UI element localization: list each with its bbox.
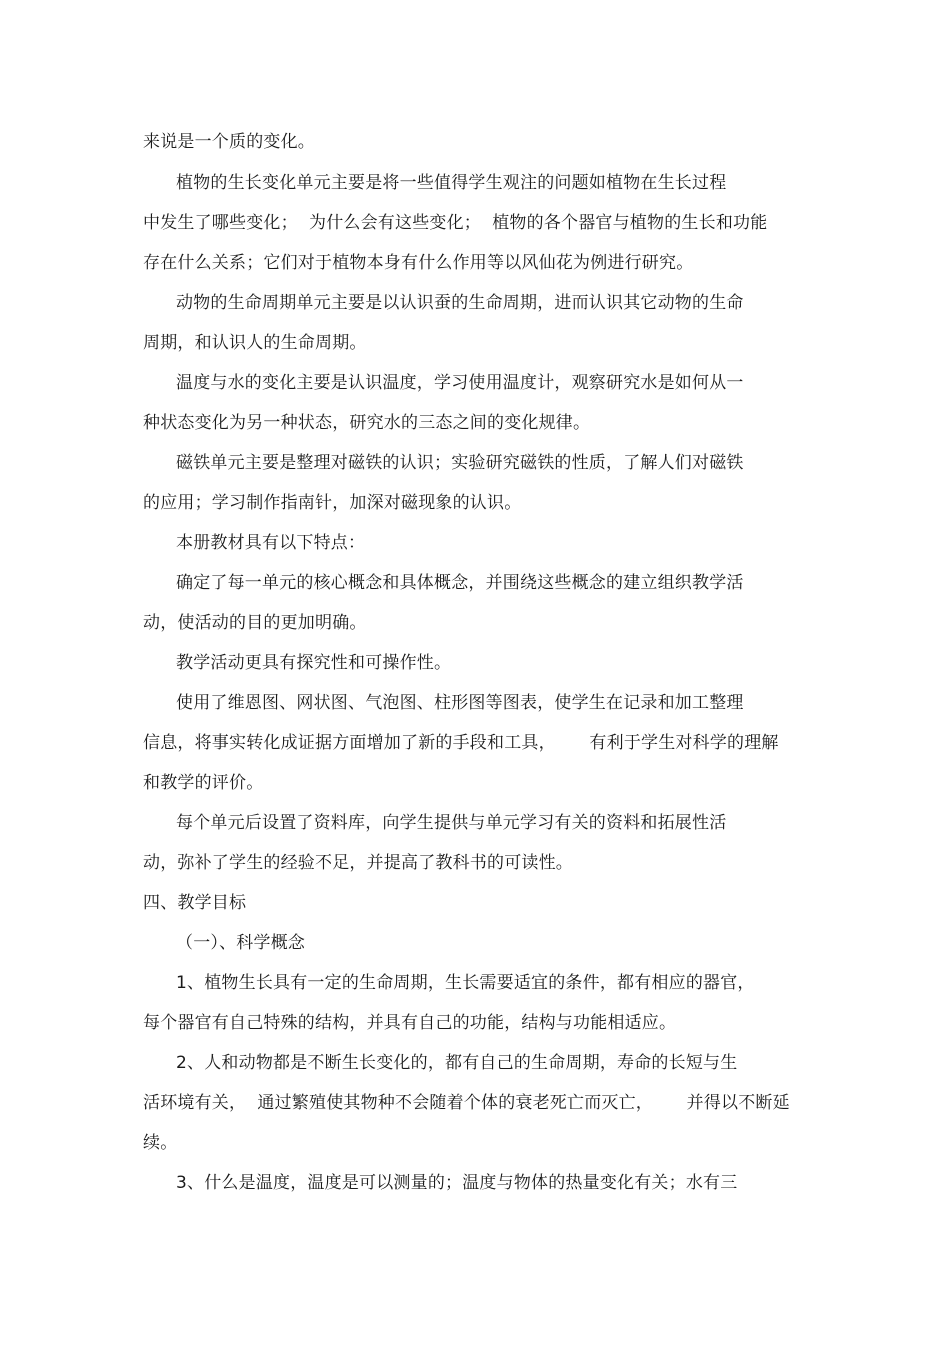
text-line: 存在什么关系；它们对于植物本身有什么作用等以风仙花为例进行研究。 [143, 253, 694, 273]
text-line: 的应用；学习制作指南针，加深对磁现象的认识。 [143, 493, 522, 513]
text-line: 2、人和动物都是不断生长变化的，都有自己的生命周期，寿命的长短与生 [176, 1053, 738, 1073]
text-line: 3、什么是温度，温度是可以测量的；温度与物体的热量变化有关；水有三 [176, 1173, 738, 1193]
section-heading: 四、教学目标 [143, 893, 247, 913]
text-line: 每个单元后设置了资料库，向学生提供与单元学习有关的资料和拓展性活 [176, 813, 727, 833]
text-line: 本册教材具有以下特点： [176, 533, 366, 553]
subsection-heading: （一）、科学概念 [176, 933, 306, 953]
text-line: 续。 [143, 1133, 178, 1153]
text-line: 中发生了哪些变化； 为什么会有这些变化； 植物的各个器官与植物的生长和功能 [143, 213, 768, 233]
text-line: 和教学的评价。 [143, 773, 264, 793]
text-line: 每个器官有自己特殊的结构，并具有自己的功能，结构与功能相适应。 [143, 1013, 677, 1033]
text-line: 周期，和认识人的生命周期。 [143, 333, 367, 353]
text-line: 来说是一个质的变化。 [143, 132, 315, 152]
text-line: 信息，将事实转化成证据方面增加了新的手段和工具， 有利于学生对科学的理解 [143, 733, 779, 753]
text-line: 植物的生长变化单元主要是将一些值得学生观注的问题如植物在生长过程 [176, 173, 727, 193]
text-line: 教学活动更具有探究性和可操作性。 [176, 653, 452, 673]
text-line: 活环境有关， 通过繁殖使其物种不会随着个体的衰老死亡而灭亡， 并得以不断延 [143, 1093, 790, 1113]
text-line: 温度与水的变化主要是认识温度，学习使用温度计，观察研究水是如何从一 [176, 373, 744, 393]
text-line: 使用了维恩图、网状图、气泡图、柱形图等图表，使学生在记录和加工整理 [176, 693, 744, 713]
text-line: 种状态变化为另一种状态，研究水的三态之间的变化规律。 [143, 413, 591, 433]
text-line: 1、植物生长具有一定的生命周期，生长需要适宜的条件，都有相应的器官， [176, 973, 755, 993]
text-line: 确定了每一单元的核心概念和具体概念，并围绕这些概念的建立组织教学活 [176, 573, 744, 593]
text-line: 动物的生命周期单元主要是以认识蚕的生命周期，进而认识其它动物的生命 [176, 293, 744, 313]
text-line: 动，弥补了学生的经验不足，并提高了教科书的可读性。 [143, 853, 573, 873]
text-line: 磁铁单元主要是整理对磁铁的认识；实验研究磁铁的性质，了解人们对磁铁 [176, 453, 744, 473]
text-line: 动，使活动的目的更加明确。 [143, 613, 367, 633]
